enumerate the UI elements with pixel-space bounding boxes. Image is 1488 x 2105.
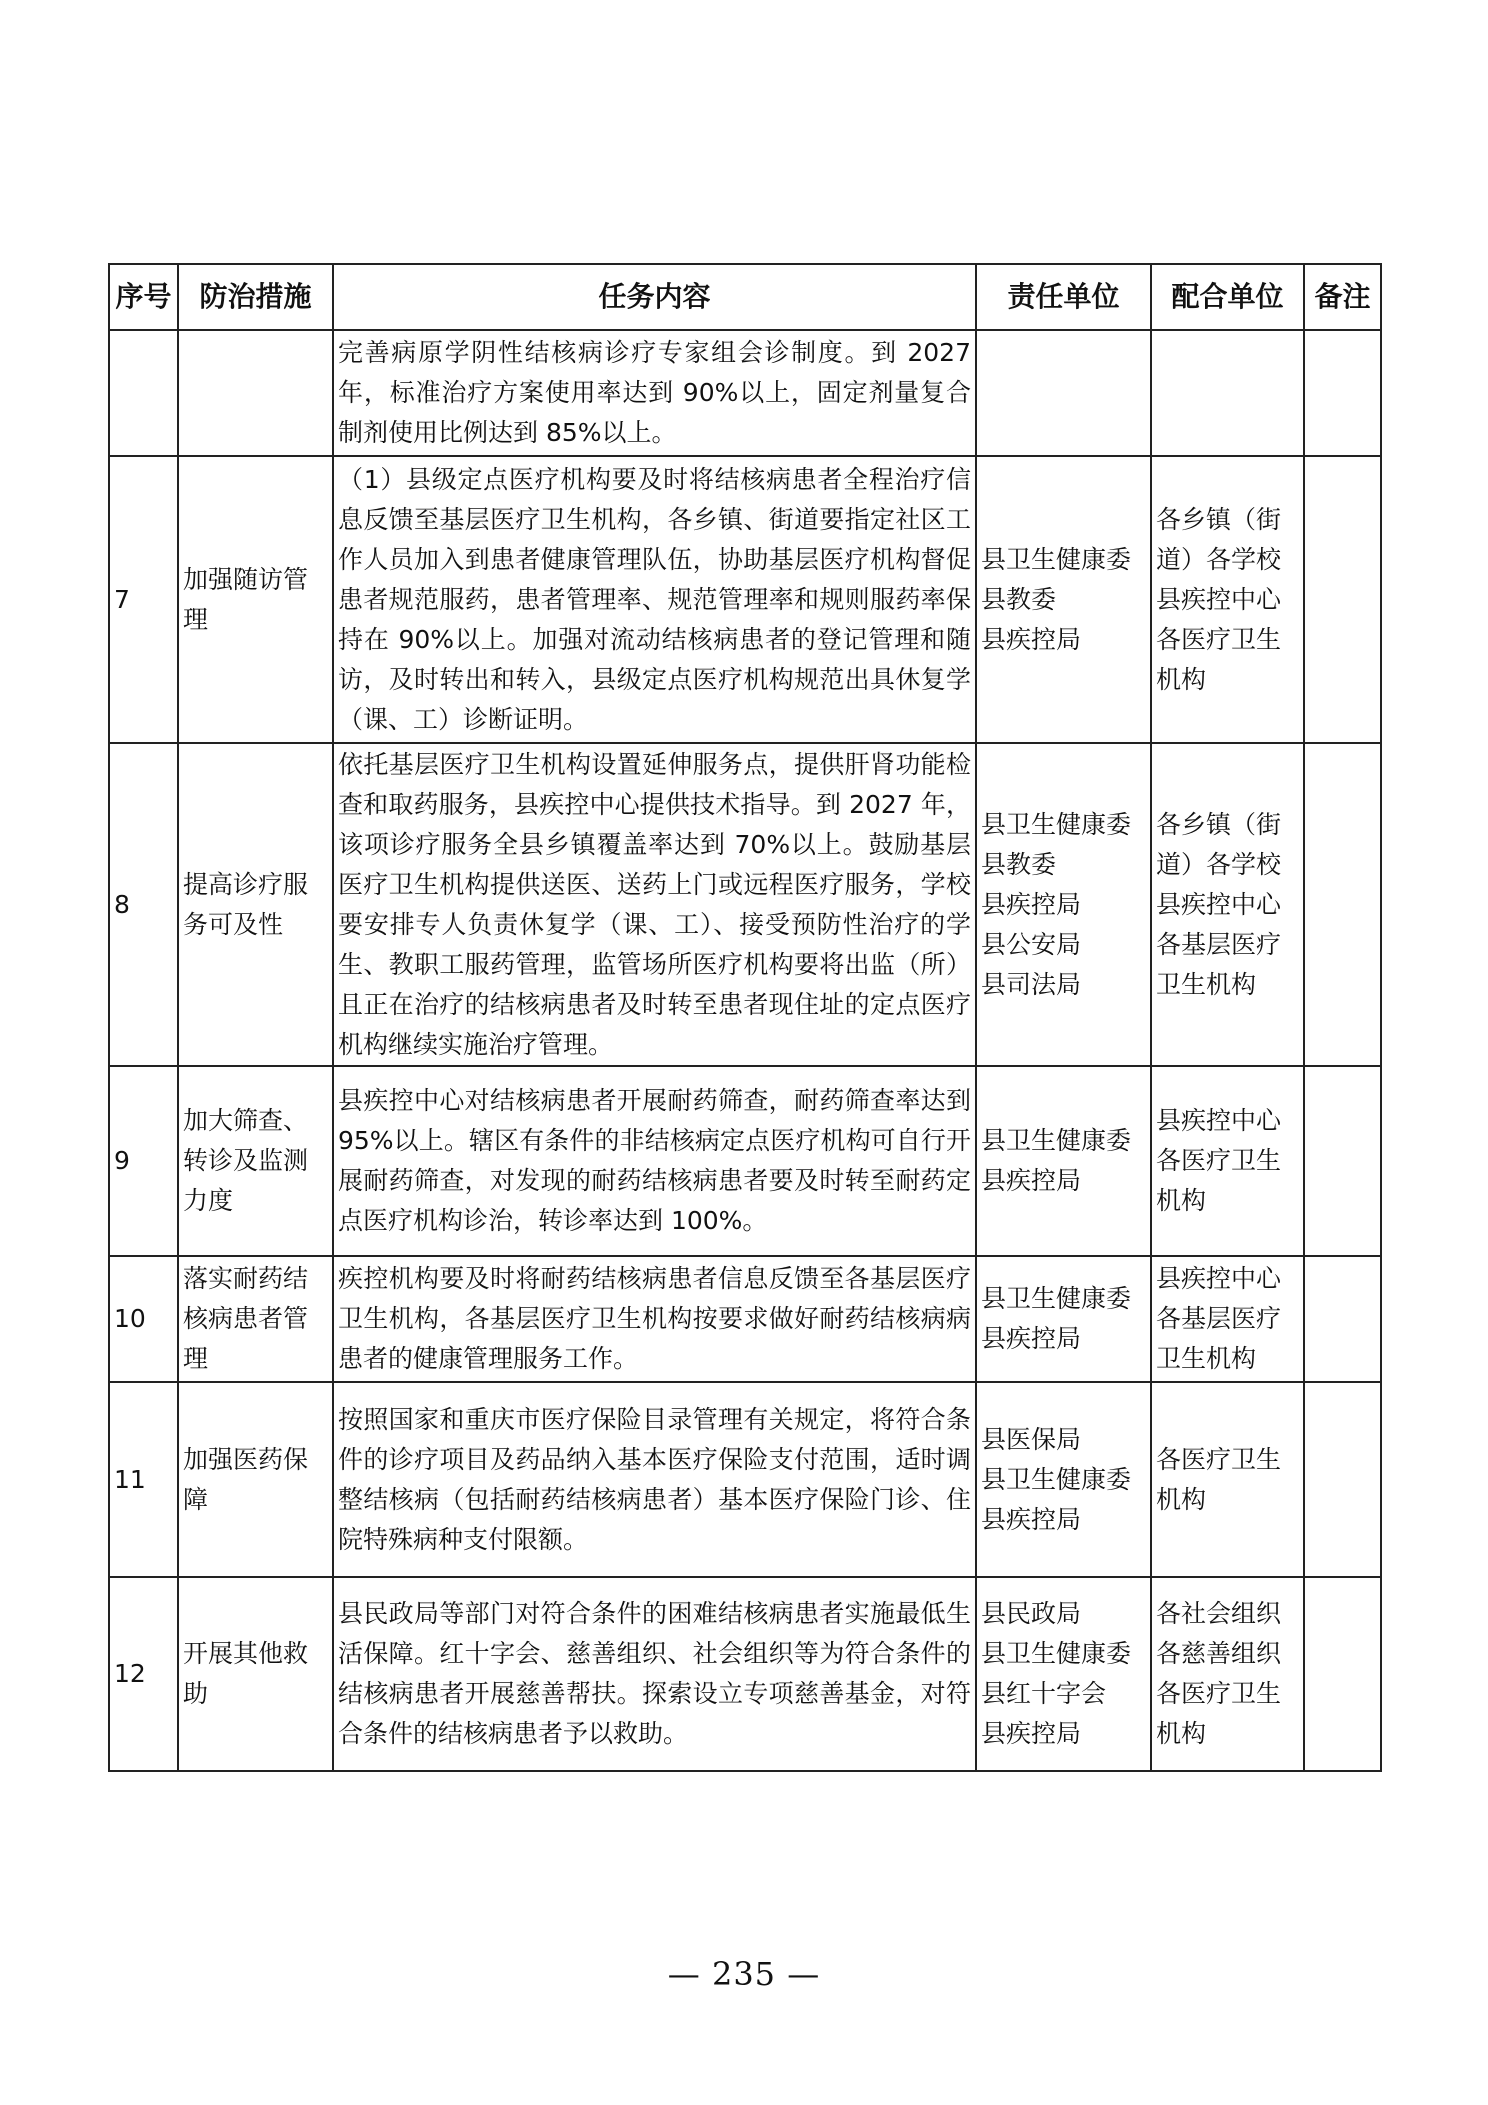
cooperating-unit: 各学校: [1206, 544, 1282, 574]
responsible-unit: 县卫生健康委: [981, 1284, 1132, 1313]
cell-remarks: [1304, 743, 1381, 1066]
responsible-unit: 县民政局: [981, 1599, 1082, 1628]
cooperating-unit: 各社会组织: [1156, 1599, 1282, 1628]
cell-content: 县民政局等部门对符合条件的困难结核病患者实施最低生活保障。红十字会、慈善组织、社会组织等为符合条件的结核病患者开展慈善帮扶。探索设立专项慈善基金，对符合条件的结核病患者予以救助。: [333, 1577, 976, 1771]
cell-no: [109, 330, 178, 456]
cell-content: 县疾控中心对结核病患者开展耐药筛查，耐药筛查率达到 95%以上。辖区有条件的非结核病定点医疗机构可自行开展耐药筛查，对发现的耐药结核病患者要及时转至耐药定点医疗机构诊治，转诊率达到 100%。: [333, 1066, 976, 1256]
cell-measure: 提高诊疗服务可及性: [178, 743, 333, 1066]
cell-responsible: [976, 1256, 1151, 1382]
table-row: [109, 1382, 1381, 1577]
cooperating-unit: 县疾控中心: [1156, 889, 1282, 919]
cell-remarks: [1304, 1382, 1381, 1577]
responsible-unit: 县疾控局: [981, 1324, 1082, 1353]
header-no: 序号: [109, 264, 178, 330]
cell-content: 按照国家和重庆市医疗保险目录管理有关规定，将符合条件的诊疗项目及药品纳入基本医疗保险支付范围，适时调整结核病（包括耐药结核病患者）基本医疗保险门诊、住院特殊病种支付限额。: [333, 1382, 976, 1577]
header-responsible: 责任单位: [976, 264, 1151, 330]
cooperating-unit: 各医疗卫生机构: [1156, 1146, 1282, 1215]
cooperating-unit: 各慈善组织: [1156, 1639, 1282, 1668]
cell-no: 8: [109, 743, 178, 1066]
cell-cooperating: [1151, 456, 1304, 743]
cell-no: 11: [109, 1382, 178, 1577]
header-remarks: 备注: [1304, 264, 1381, 330]
cooperating-unit: 各乡镇（街道）: [1156, 504, 1282, 574]
responsible-unit: 县教委: [981, 849, 1057, 879]
cell-content: 疾控机构要及时将耐药结核病患者信息反馈至各基层医疗卫生机构，各基层医疗卫生机构按要求做好耐药结核病病患者的健康管理服务工作。: [333, 1256, 976, 1382]
responsible-unit: 县教委: [981, 584, 1057, 614]
cell-remarks: [1304, 1577, 1381, 1771]
cooperating-unit: 各学校: [1206, 849, 1282, 879]
cell-remarks: [1304, 1256, 1381, 1382]
responsible-unit: 县疾控局: [981, 1166, 1082, 1195]
table-row: [109, 1577, 1381, 1771]
cell-no: 7: [109, 456, 178, 743]
responsible-unit: 县疾控局: [981, 1719, 1082, 1748]
cell-responsible: [976, 330, 1151, 456]
cell-responsible: [976, 743, 1151, 1066]
cooperating-unit: 各医疗卫生机构: [1156, 624, 1282, 694]
responsible-unit: 县卫生健康委: [981, 1464, 1132, 1494]
table-row: [109, 456, 1381, 743]
cooperating-unit: 各乡镇（街道）: [1156, 809, 1282, 879]
cell-content: 完善病原学阴性结核病诊疗专家组会诊制度。到 2027 年，标准治疗方案使用率达到 90%以上，固定剂量复合制剂使用比例达到 85%以上。: [333, 330, 976, 456]
cell-measure: 加大筛查、转诊及监测力度: [178, 1066, 333, 1256]
cell-no: 10: [109, 1256, 178, 1382]
cell-cooperating: [1151, 1382, 1304, 1577]
cell-no: 9: [109, 1066, 178, 1256]
header-measure: 防治措施: [178, 264, 333, 330]
cooperating-unit: 各医疗卫生机构: [1156, 1444, 1282, 1514]
responsible-unit: 县红十字会: [981, 1679, 1107, 1708]
responsible-unit: 县公安局: [981, 929, 1082, 959]
cell-remarks: [1304, 1066, 1381, 1256]
responsible-unit: 县疾控局: [981, 1504, 1082, 1534]
cell-cooperating: [1151, 330, 1304, 456]
responsible-unit: 县卫生健康委: [981, 809, 1132, 839]
responsible-unit: 县卫生健康委: [981, 544, 1132, 574]
responsible-unit: 县卫生健康委: [981, 1126, 1132, 1155]
cell-measure: 落实耐药结核病患者管理: [178, 1256, 333, 1382]
cooperating-unit: 各基层医疗卫生机构: [1156, 1304, 1282, 1373]
table-row: [109, 1066, 1381, 1256]
cell-cooperating: [1151, 1577, 1304, 1771]
cooperating-unit: 各基层医疗卫生机构: [1156, 929, 1282, 999]
cell-remarks: [1304, 456, 1381, 743]
header-content: 任务内容: [333, 264, 976, 330]
cell-measure: 开展其他救助: [178, 1577, 333, 1771]
cell-responsible: [976, 1577, 1151, 1771]
cell-cooperating: [1151, 743, 1304, 1066]
responsible-unit: 县卫生健康委: [981, 1639, 1132, 1668]
cell-cooperating: [1151, 1066, 1304, 1256]
cooperating-unit: 县疾控中心: [1156, 1264, 1282, 1293]
responsible-unit: 县疾控局: [981, 624, 1082, 654]
task-table: [108, 263, 1382, 1772]
cell-responsible: [976, 456, 1151, 743]
cell-measure: 加强医药保障: [178, 1382, 333, 1577]
responsible-unit: 县司法局: [981, 969, 1082, 999]
cell-content: 依托基层医疗卫生机构设置延伸服务点，提供肝肾功能检查和取药服务，县疾控中心提供技术指导。到 2027 年，该项诊疗服务全县乡镇覆盖率达到 70%以上。鼓励基层医疗卫生机构提供送医、送药上门或远程医疗服务，学校要安排专人负责休复学（课、工）、接受预防性治疗的学生、教职工服药管理，监管场所医疗机构要将出监（所）且正在治疗的结核病患者及时转至患者现住址的定点医疗机构继续实施治疗管理。: [333, 743, 976, 1066]
cell-responsible: [976, 1382, 1151, 1577]
cell-measure: 加强随访管理: [178, 456, 333, 743]
cell-responsible: [976, 1066, 1151, 1256]
cell-content: （1）县级定点医疗机构要及时将结核病患者全程治疗信息反馈至基层医疗卫生机构，各乡镇、街道要指定社区工作人员加入到患者健康管理队伍，协助基层医疗机构督促患者规范服药，患者管理率、规范管理率和规则服药率保持在 90%以上。加强对流动结核病患者的登记管理和随访，及时转出和转入，县级定点医疗机构规范出具休复学（课、工）诊断证明。: [333, 456, 976, 743]
table-row: [109, 743, 1381, 1066]
responsible-unit: 县疾控局: [981, 889, 1082, 919]
cell-no: 12: [109, 1577, 178, 1771]
responsible-unit: 县医保局: [981, 1424, 1082, 1454]
table-header-row: [109, 264, 1381, 330]
table-row-continuation: [109, 330, 1381, 456]
table-row: [109, 1256, 1381, 1382]
header-cooperating: 配合单位: [1151, 264, 1304, 330]
cell-cooperating: [1151, 1256, 1304, 1382]
cell-measure: [178, 330, 333, 456]
cooperating-unit: 县疾控中心: [1156, 584, 1282, 614]
cooperating-unit: 各医疗卫生机构: [1156, 1679, 1282, 1748]
cooperating-unit: 县疾控中心: [1156, 1106, 1282, 1135]
page-number: — 235 —: [667, 1955, 821, 1993]
cell-remarks: [1304, 330, 1381, 456]
